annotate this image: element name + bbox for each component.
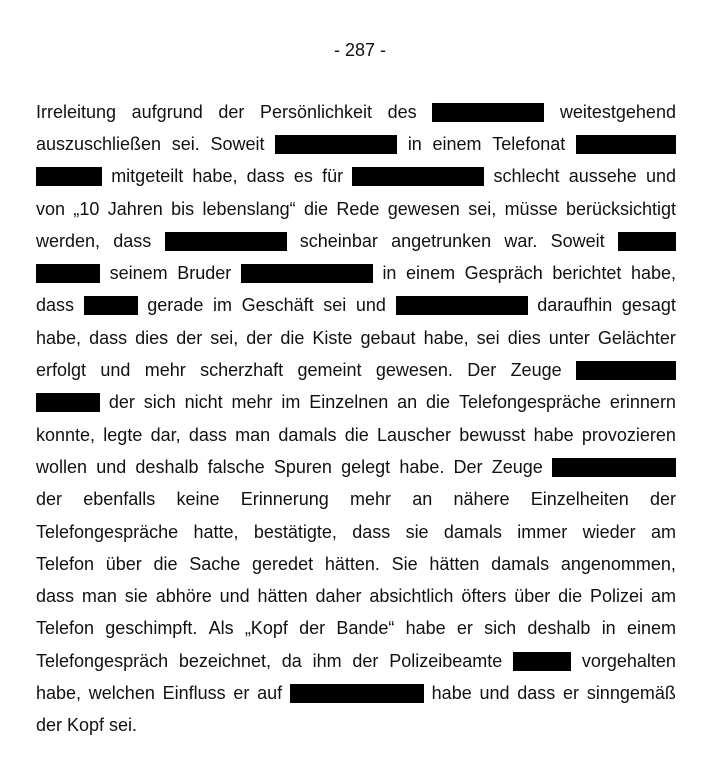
text-line: [36, 484, 676, 516]
word: Einfluss: [162, 682, 226, 703]
word: habe,: [36, 327, 82, 348]
word: der: [299, 618, 326, 639]
text-line: [36, 645, 676, 677]
text-line: [36, 225, 676, 257]
word: Als: [208, 618, 234, 639]
word: am: [650, 521, 676, 542]
word: Einzelnen: [309, 392, 389, 413]
word: mehr: [349, 489, 391, 510]
word: wollen: [36, 456, 88, 477]
word: auszuschließen: [36, 133, 162, 154]
word: erinnern: [609, 392, 676, 413]
word: der: [352, 650, 379, 671]
word: berichtet: [552, 263, 622, 284]
word: Kiste: [312, 327, 353, 348]
text-line: [36, 161, 676, 193]
word: nicht: [184, 392, 223, 413]
word: scherzhaft: [200, 360, 284, 381]
word: Erinnerung: [240, 489, 329, 510]
word: war.: [504, 230, 538, 251]
redaction-bar: [576, 135, 676, 154]
word: mehr: [144, 360, 186, 381]
word: dass: [89, 327, 128, 348]
word: gemeint: [297, 360, 362, 381]
word: hätten: [429, 553, 480, 574]
word: Telefon: [36, 553, 95, 574]
word: wieder: [582, 521, 636, 542]
word: man: [235, 424, 271, 445]
word: Lauscher: [376, 424, 452, 445]
redaction-bar: [275, 135, 397, 154]
word: habe,: [192, 166, 238, 187]
word: mehr: [231, 392, 273, 413]
word: sei,: [210, 327, 239, 348]
word: die: [426, 392, 451, 413]
word: Telefongespräch: [36, 650, 169, 671]
word: Gelächter: [597, 327, 676, 348]
word: Telefongespräche: [458, 392, 602, 413]
word: damals: [443, 521, 502, 542]
word: in: [382, 263, 397, 284]
word: sei.: [171, 133, 200, 154]
word: sei: [323, 295, 347, 316]
word: am: [650, 586, 676, 607]
word: Rede: [336, 198, 380, 219]
text-line: [36, 387, 676, 419]
redaction-bar: [396, 296, 528, 315]
word: sei.: [109, 715, 138, 736]
word: deshalb: [527, 618, 591, 639]
text-line: [36, 516, 676, 548]
word: Polizeibeamte: [389, 650, 503, 671]
redaction-bar: [36, 167, 102, 186]
word: der: [218, 101, 245, 122]
word: habe,: [36, 682, 82, 703]
redaction-bar: [576, 361, 676, 380]
word: des: [387, 101, 417, 122]
word: daraufhin: [537, 295, 613, 316]
word: angenommen,: [560, 553, 676, 574]
word: unter: [548, 327, 590, 348]
word: hätten.: [324, 553, 380, 574]
word: Bruder: [177, 263, 232, 284]
word: dass: [36, 295, 75, 316]
word: bewusst: [459, 424, 526, 445]
word: öfters: [461, 586, 507, 607]
word: Soweit: [550, 230, 605, 251]
word: an: [412, 489, 433, 510]
word: habe: [431, 682, 472, 703]
word: dass: [188, 424, 227, 445]
word: die: [280, 327, 305, 348]
word: dar,: [150, 424, 181, 445]
text-line: [36, 451, 676, 483]
word: in: [601, 618, 616, 639]
word: habe.: [399, 456, 445, 477]
word: Der: [467, 360, 497, 381]
word: provozieren: [581, 424, 676, 445]
word: und: [479, 682, 510, 703]
word: sich: [484, 618, 517, 639]
word: von: [36, 198, 66, 219]
text-line: [36, 96, 676, 128]
word: „10: [73, 198, 100, 219]
word: absichtlich: [369, 586, 454, 607]
word: gerade: [147, 295, 204, 316]
word: schlecht: [493, 166, 560, 187]
word: hätten: [257, 586, 308, 607]
word: erfolgt: [36, 360, 87, 381]
word: gewesen.: [375, 360, 453, 381]
word: dies: [135, 327, 169, 348]
redaction-bar: [36, 264, 100, 283]
word: ihm: [312, 650, 342, 671]
word: der: [108, 392, 135, 413]
word: Irreleitung: [36, 101, 117, 122]
word: sei: [476, 327, 500, 348]
word: und: [96, 456, 127, 477]
word: scheinbar: [299, 230, 378, 251]
text-line: [36, 257, 676, 289]
redaction-bar: [84, 296, 138, 315]
word: er: [233, 682, 250, 703]
word: müsse: [504, 198, 558, 219]
word: falsche: [207, 456, 265, 477]
word: mitgeteilt: [111, 166, 184, 187]
word: damals: [278, 424, 337, 445]
word: und: [100, 360, 131, 381]
word: dass: [36, 586, 75, 607]
word: Bande“: [336, 618, 395, 639]
word: Telefongespräche: [36, 521, 179, 542]
word: lebenslang“: [202, 198, 296, 219]
text-line: [36, 290, 676, 322]
word: sinngemäß: [586, 682, 676, 703]
word: man: [81, 586, 117, 607]
word: aussehe: [568, 166, 637, 187]
word: habe: [405, 618, 446, 639]
redaction-bar: [352, 167, 484, 186]
word: angetrunken: [391, 230, 492, 251]
word: sich: [143, 392, 176, 413]
word: bis: [171, 198, 195, 219]
redaction-bar: [290, 684, 424, 703]
text-line: [36, 613, 676, 645]
word: bezeichnet,: [178, 650, 271, 671]
word: habe,: [630, 263, 676, 284]
word: vorgehalten: [581, 650, 676, 671]
word: Sache: [189, 553, 241, 574]
word: weitestgehend: [559, 101, 676, 122]
word: daher: [315, 586, 362, 607]
word: aufgrund: [131, 101, 203, 122]
word: einem: [406, 263, 456, 284]
redaction-bar: [36, 393, 100, 412]
redaction-bar: [618, 232, 676, 251]
word: im: [212, 295, 232, 316]
word: abhöre: [155, 586, 212, 607]
word: die: [303, 198, 329, 219]
redaction-bar: [241, 264, 373, 283]
word: für: [322, 166, 344, 187]
word: „Kopf: [244, 618, 288, 639]
word: dass: [352, 521, 391, 542]
word: an: [397, 392, 418, 413]
word: immer: [517, 521, 568, 542]
word: deshalb: [135, 456, 199, 477]
word: Zeuge: [510, 360, 562, 381]
word: geschimpft.: [105, 618, 198, 639]
word: Spuren: [273, 456, 332, 477]
word: gesagt: [621, 295, 676, 316]
redaction-bar: [432, 103, 544, 122]
word: werden,: [36, 230, 101, 251]
word: über: [514, 586, 551, 607]
word: im: [281, 392, 301, 413]
word: gebaut: [360, 327, 416, 348]
word: Sie: [391, 553, 418, 574]
word: der: [176, 327, 203, 348]
text-line: [36, 580, 676, 612]
word: seinem: [109, 263, 168, 284]
text-line: [36, 548, 676, 580]
word: berücksichtigt: [565, 198, 676, 219]
word: und: [355, 295, 386, 316]
word: der: [649, 489, 676, 510]
word: Der: [453, 456, 483, 477]
redaction-bar: [165, 232, 287, 251]
word: geredet: [252, 553, 314, 574]
word: die: [153, 553, 178, 574]
word: Telefonat: [492, 133, 566, 154]
word: der: [36, 715, 63, 736]
word: der: [36, 489, 63, 510]
word: keine: [176, 489, 220, 510]
word: auf: [257, 682, 283, 703]
word: einem: [626, 618, 676, 639]
word: habe,: [423, 327, 469, 348]
word: gelegt: [341, 456, 391, 477]
word: hatte,: [193, 521, 239, 542]
word: Persönlichkeit: [259, 101, 373, 122]
word: einem: [432, 133, 482, 154]
text-line: [36, 354, 676, 386]
word: Kopf: [67, 715, 105, 736]
word: welchen: [88, 682, 155, 703]
word: konnte,: [36, 424, 96, 445]
word: es: [293, 166, 313, 187]
word: sie: [405, 521, 429, 542]
word: sie: [124, 586, 148, 607]
word: Telefon: [36, 618, 95, 639]
page-number: - 287 -: [333, 40, 387, 60]
word: in: [407, 133, 422, 154]
body-text: [36, 96, 676, 742]
text-line: [36, 193, 676, 225]
word: dies: [507, 327, 541, 348]
word: er: [456, 618, 473, 639]
word: und: [219, 586, 250, 607]
text-line: [36, 128, 676, 160]
word: gewesen: [387, 198, 460, 219]
word: ebenfalls: [83, 489, 156, 510]
word: dass: [113, 230, 152, 251]
word: dass: [246, 166, 285, 187]
text-line: [36, 419, 676, 451]
word: legte: [103, 424, 143, 445]
word: bestätigte,: [253, 521, 337, 542]
text-line: [36, 322, 676, 354]
word: Gespräch: [464, 263, 543, 284]
word: die: [344, 424, 369, 445]
word: die: [558, 586, 583, 607]
word: nähere: [453, 489, 510, 510]
redaction-bar: [552, 458, 676, 477]
word: Einzelheiten: [530, 489, 629, 510]
word: damals: [491, 553, 550, 574]
word: der: [246, 327, 273, 348]
word: Zeuge: [491, 456, 543, 477]
word: er: [563, 682, 580, 703]
word: Soweit: [210, 133, 265, 154]
word: dass: [517, 682, 556, 703]
text-line: [36, 677, 676, 709]
word: sei,: [468, 198, 497, 219]
word: habe: [533, 424, 574, 445]
word: Jahren: [107, 198, 163, 219]
word: da: [281, 650, 302, 671]
word: Geschäft: [241, 295, 314, 316]
word: über: [105, 553, 142, 574]
redaction-bar: [513, 652, 571, 671]
word: Polizei: [590, 586, 644, 607]
word: und: [645, 166, 676, 187]
text-line: [36, 710, 676, 742]
